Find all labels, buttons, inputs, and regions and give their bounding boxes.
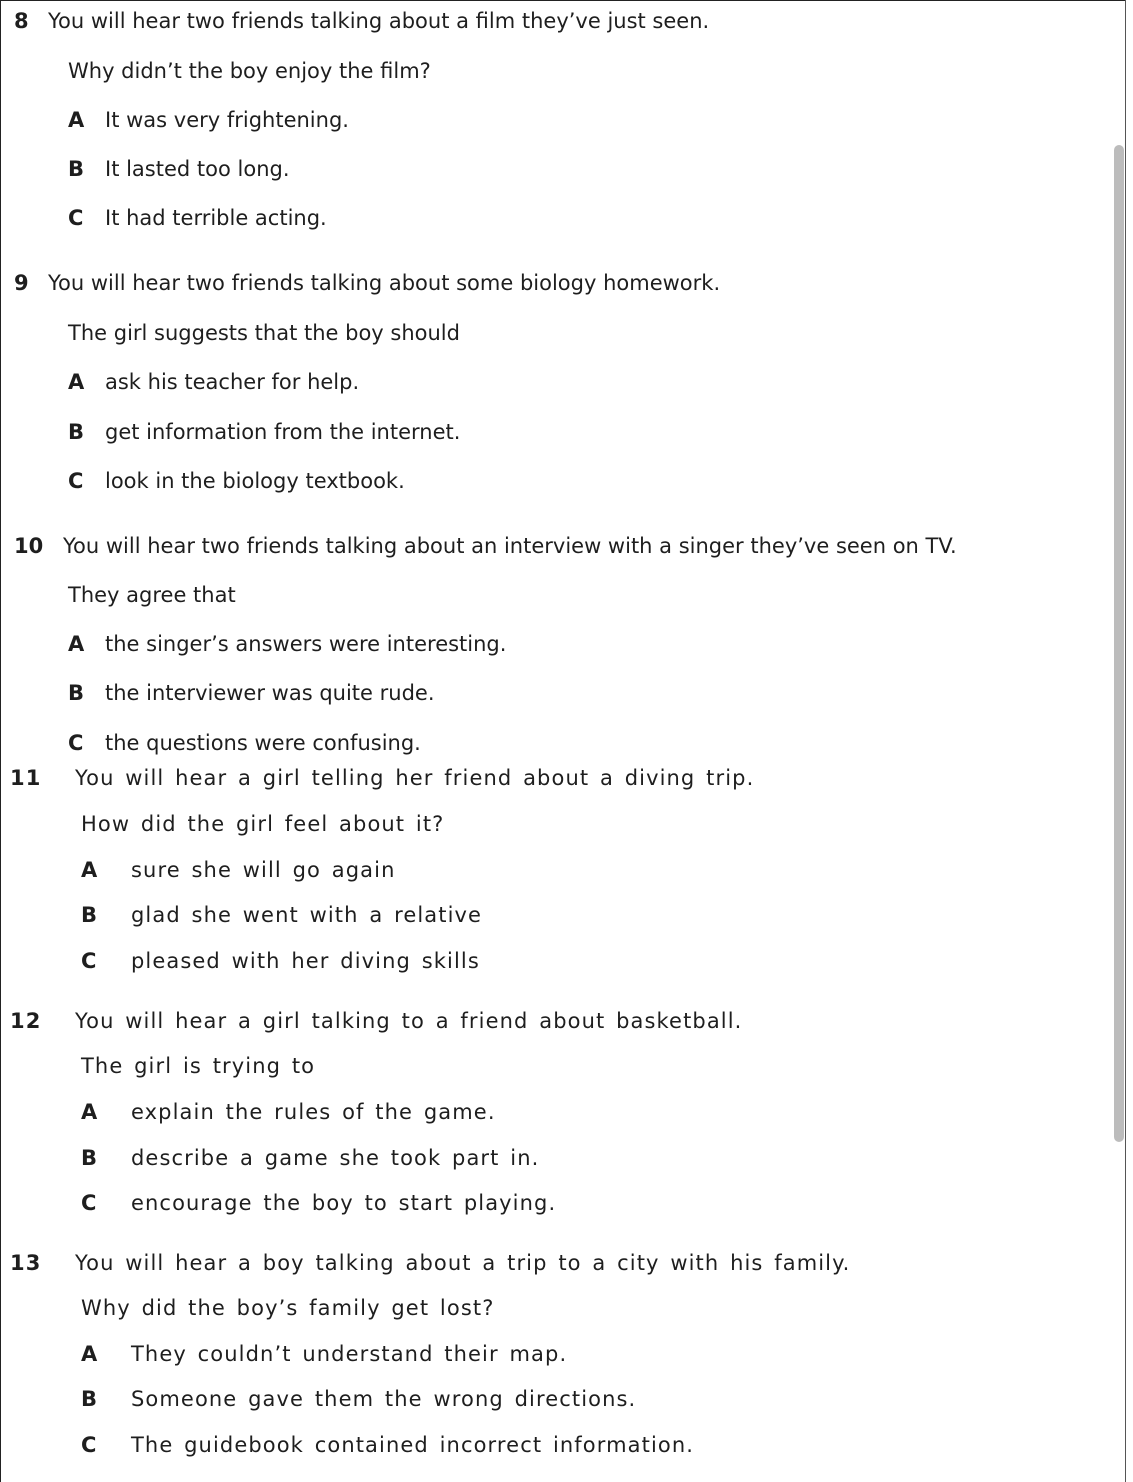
option-letter: C <box>81 1191 98 1215</box>
option-letter: A <box>81 858 99 882</box>
option-text: glad she went with a relative <box>131 903 483 927</box>
option-text: It lasted too long. <box>105 157 290 181</box>
option-letter: A <box>68 370 85 394</box>
option-letter: B <box>81 903 99 927</box>
option-letter: C <box>68 469 84 493</box>
option-letter: B <box>68 681 85 705</box>
question-stem: Why did the boy’s family get lost? <box>81 1296 495 1320</box>
question-number: 10 <box>14 534 44 558</box>
option-text: It was very frightening. <box>105 108 349 132</box>
option-text: encourage the boy to start playing. <box>131 1191 557 1215</box>
option-text: describe a game she took part in. <box>131 1146 540 1170</box>
option-letter: C <box>81 949 98 973</box>
option-letter: C <box>68 731 84 755</box>
option-text: The guidebook contained incorrect information. <box>131 1433 695 1457</box>
question-prompt: You will hear a boy talking about a trip to a city with his family. <box>75 1251 851 1275</box>
option-letter: C <box>68 206 84 230</box>
page-right-border <box>1125 0 1133 1482</box>
question-stem: Why didn’t the boy enjoy the film? <box>68 59 431 83</box>
option-letter: A <box>68 632 85 656</box>
question-number: 12 <box>10 1009 42 1033</box>
option-text: Someone gave them the wrong directions. <box>131 1387 637 1411</box>
question-number: 9 <box>14 271 29 295</box>
option-text: They couldn’t understand their map. <box>131 1342 568 1366</box>
question-prompt: You will hear a girl talking to a friend about basketball. <box>75 1009 743 1033</box>
option-letter: C <box>81 1433 98 1457</box>
question-stem: How did the girl feel about it? <box>81 812 445 836</box>
option-letter: A <box>68 108 85 132</box>
option-text: the singer’s answers were interesting. <box>105 632 507 656</box>
option-text: It had terrible acting. <box>105 206 327 230</box>
option-text: sure she will go again <box>131 858 396 882</box>
option-text: pleased with her diving skills <box>131 949 480 973</box>
question-prompt: You will hear a girl telling her friend about a diving trip. <box>75 766 755 790</box>
question-number: 11 <box>10 766 42 790</box>
scrollbar-thumb[interactable] <box>1114 145 1124 1142</box>
option-letter: B <box>68 420 85 444</box>
option-letter: A <box>81 1342 99 1366</box>
option-text: look in the biology textbook. <box>105 469 405 493</box>
question-prompt: You will hear two friends talking about an interview with a singer they’ve seen on TV. <box>63 534 957 558</box>
question-prompt: You will hear two friends talking about a film they’ve just seen. <box>48 9 710 33</box>
option-letter: A <box>81 1100 99 1124</box>
question-stem: They agree that <box>68 583 236 607</box>
option-text: the interviewer was quite rude. <box>105 681 435 705</box>
question-number: 8 <box>14 9 29 33</box>
option-text: the questions were confusing. <box>105 731 421 755</box>
option-letter: B <box>81 1146 99 1170</box>
option-letter: B <box>68 157 85 181</box>
option-text: get information from the internet. <box>105 420 461 444</box>
question-number: 13 <box>10 1251 42 1275</box>
option-letter: B <box>81 1387 99 1411</box>
question-prompt: You will hear two friends talking about some biology homework. <box>48 271 721 295</box>
question-stem: The girl suggests that the boy should <box>68 321 460 345</box>
option-text: explain the rules of the game. <box>131 1100 496 1124</box>
option-text: ask his teacher for help. <box>105 370 360 394</box>
question-stem: The girl is trying to <box>81 1054 316 1078</box>
